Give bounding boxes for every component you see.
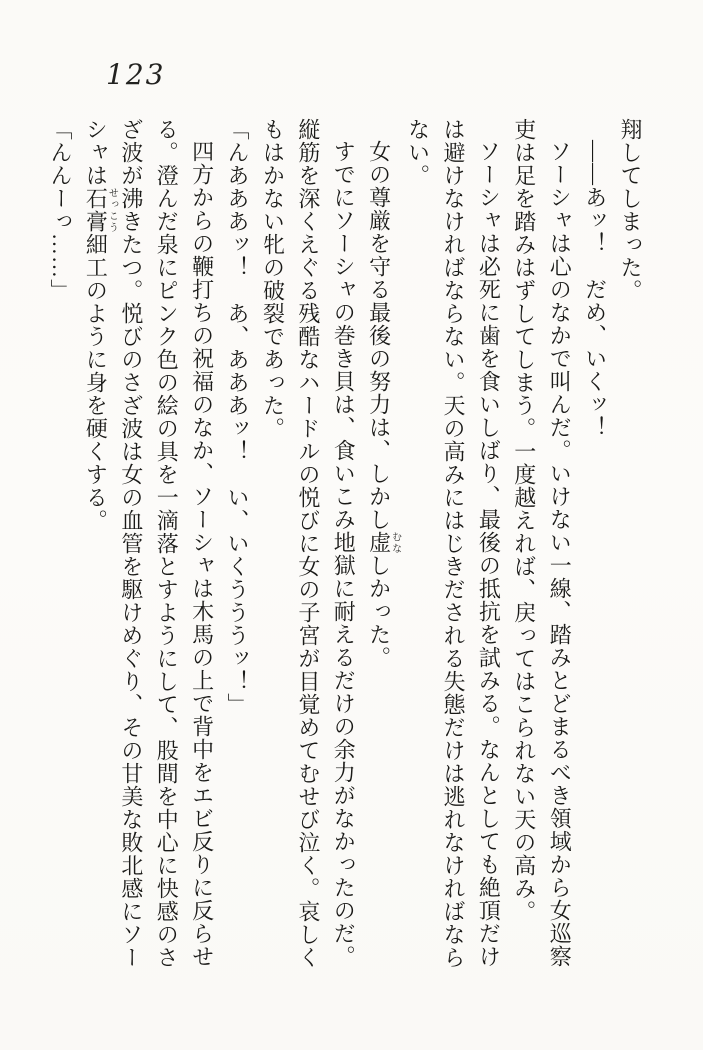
paragraph: ――あッ！ だめ、いくッ！ bbox=[582, 140, 608, 439]
text-body bbox=[48, 118, 648, 970]
furigana-annotated-text: 虚むな bbox=[366, 531, 401, 554]
paragraph: ソーシャは必死に歯を食いしばり、最後の抵抗を試みる。なんとしても絶頂だけは避けなければならない。天の高みにはじきだされる失態だけは逃れなければならない。 bbox=[405, 118, 502, 969]
paragraph: 「んあああッ！ あ、あああッ！ い、いくうううッ！」 bbox=[225, 118, 251, 716]
furigana-annotated-text: 膏こう bbox=[83, 210, 118, 233]
paragraph: 「んんーっ……」 bbox=[48, 118, 73, 302]
furigana-annotated-text: 石せっ bbox=[83, 187, 118, 210]
paragraph: 四方からの鞭打ちの祝福のなか、ソーシャは木馬の上で背中をエビ反りに反らせる。澄んだ泉にピンク色の絵の具を一滴落とすようにして、股間を中心に快感のさざ波が沸きたつ。悦びのさざ波は女の血管を駆けめぐり、その甘美な敗北感にソーシャは石せっ膏こう細工のように身を硬くする。 bbox=[83, 118, 215, 969]
paragraph: 翔してしまった。 bbox=[618, 118, 643, 302]
page-number: 123 bbox=[106, 58, 166, 91]
paragraph: 女の尊厳を守る最後の努力は、しかし虚むなしかった。 bbox=[366, 140, 401, 669]
paragraph: ソーシャは心のなかで叫んだ。いけない一線、踏みとどまるべき領域から女巡察吏は足を踏みはずしてしまう。一度越えれば、戻ってはこられない天の高み。 bbox=[511, 118, 573, 968]
paragraph: すでにソーシャの巻き貝は、食いこみ地獄に耐えるだけの余力がなかったのだ。縦筋を深くえぐる残酷なハードルの悦びに女の子宮が目覚めてむせび泣く。哀しくもはかない牝の破裂であった。 bbox=[260, 118, 357, 969]
